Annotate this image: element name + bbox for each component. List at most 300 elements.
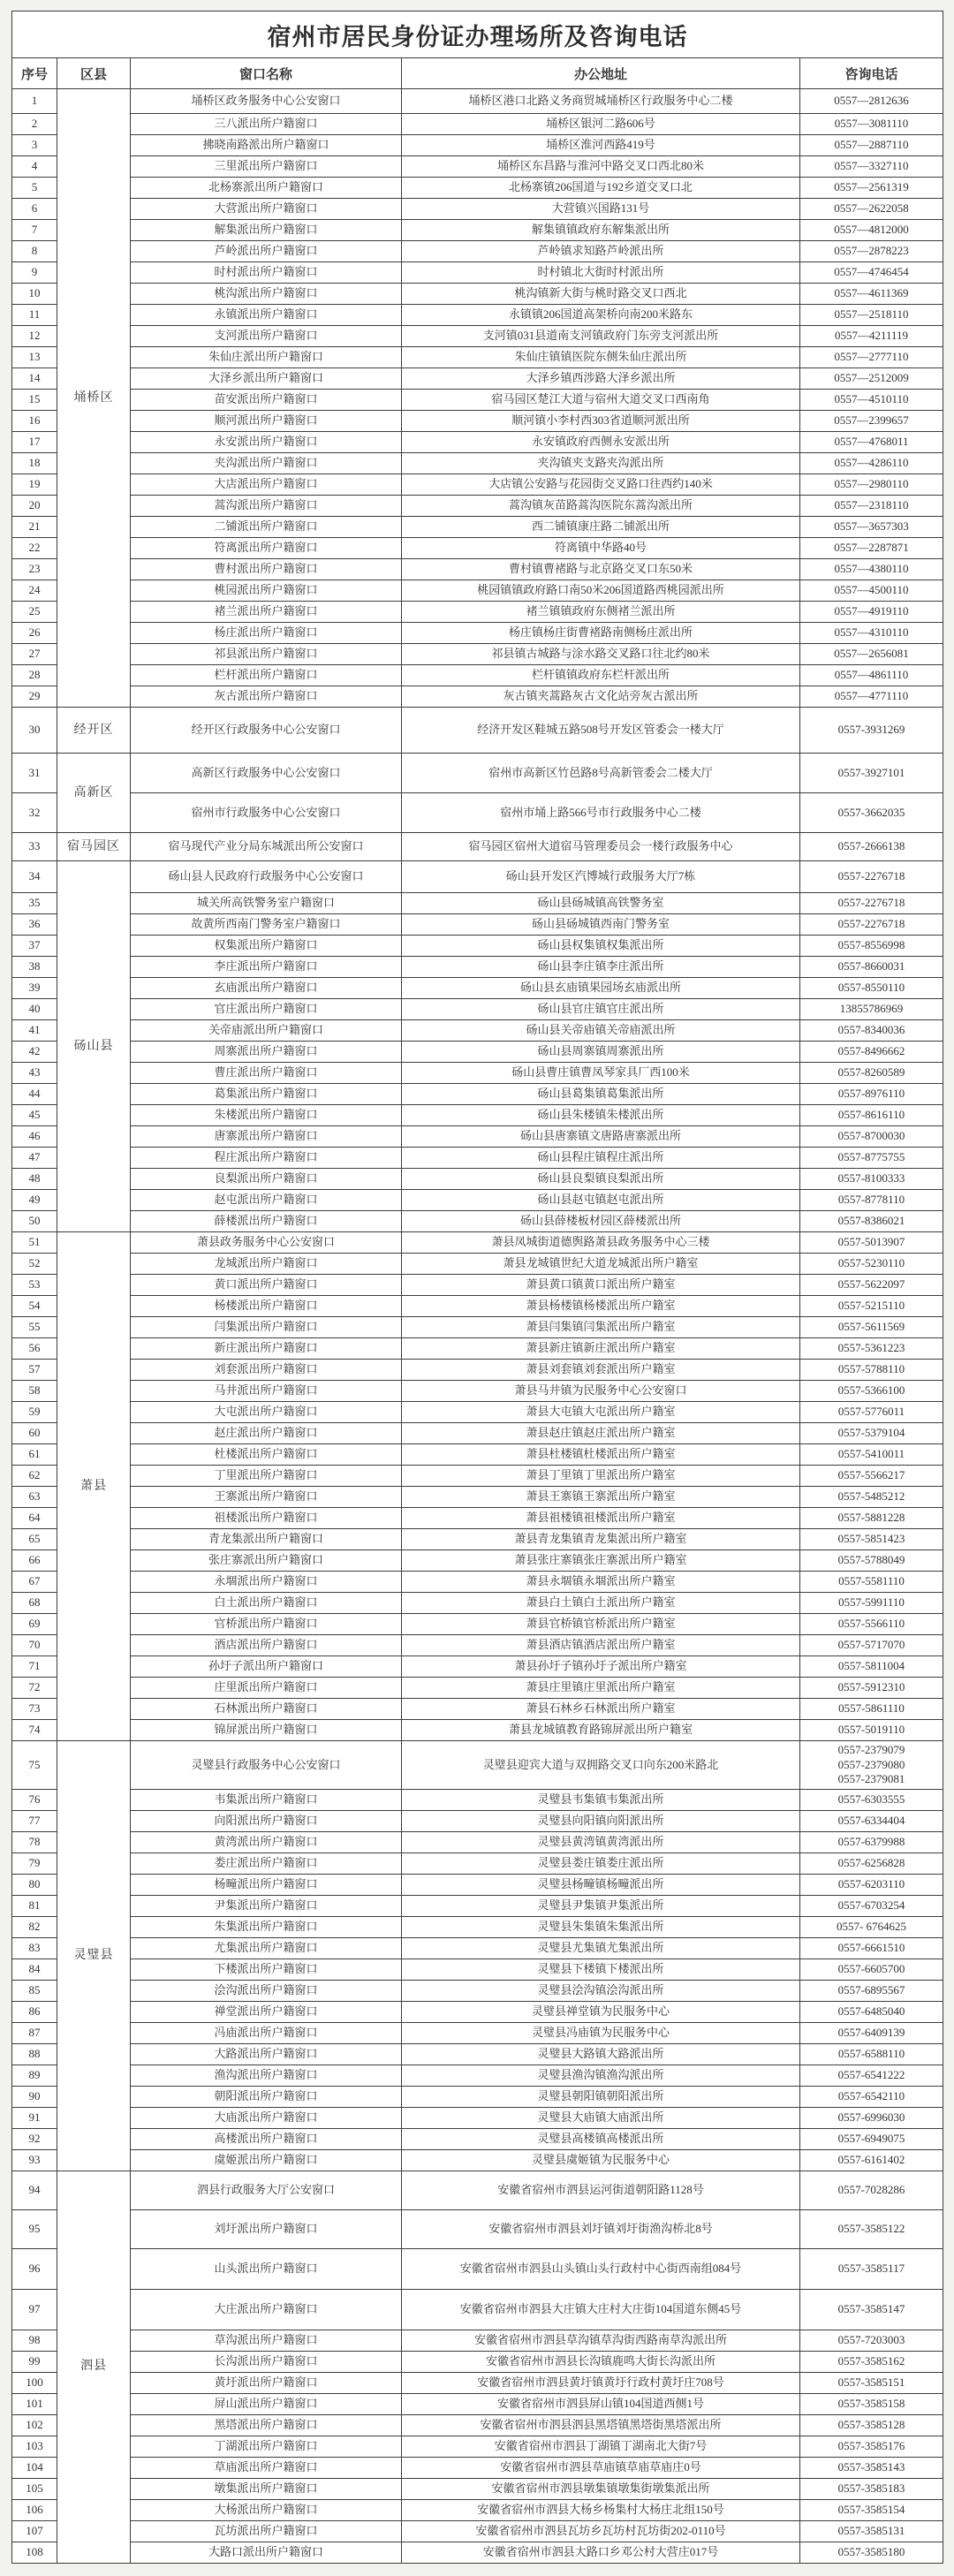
table-row bbox=[12, 1296, 943, 1317]
office-address-cell: 砀山县开发区汽博城行政服务大厅7栋 bbox=[402, 861, 800, 893]
phone-number: 0557-2666138 bbox=[837, 839, 905, 853]
office-address-cell: 灵璧县大路镇大路派出所 bbox=[402, 2043, 800, 2065]
phone-number: 0557-5013907 bbox=[837, 1235, 905, 1249]
phone-cell bbox=[800, 1232, 943, 1254]
phone-number: 0557-6588110 bbox=[837, 2047, 905, 2061]
window-name-cell: 向阳派出所户籍窗口 bbox=[131, 1810, 402, 1831]
table-row bbox=[12, 1959, 943, 1980]
row-number-cell: 45 bbox=[12, 1105, 57, 1126]
phone-cell bbox=[800, 496, 943, 517]
phone-number: 0557—2622058 bbox=[834, 201, 909, 216]
office-address-cell: 萧县赵庄镇赵庄派出所户籍室 bbox=[402, 1423, 800, 1444]
phone-number: 0557—2287871 bbox=[834, 541, 909, 555]
office-address-cell: 安徽省宿州市泗县泗县黑塔镇黑塔街黑塔派出所 bbox=[402, 2414, 800, 2436]
office-address-cell: 经济开发区鞋城五路508号开发区管委会一楼大厅 bbox=[402, 708, 800, 754]
row-number-cell: 34 bbox=[12, 861, 57, 893]
window-name-cell: 大路派出所户籍窗口 bbox=[131, 2043, 402, 2065]
office-address-cell: 灵璧县浍沟镇浍沟派出所 bbox=[402, 1980, 800, 2001]
phone-number: 0557-8976110 bbox=[837, 1087, 905, 1101]
office-address-cell: 萧县闫集镇闫集派出所户籍室 bbox=[402, 1317, 800, 1338]
row-number-cell: 105 bbox=[12, 2478, 57, 2499]
phone-number: 0557-5811004 bbox=[837, 1659, 905, 1673]
window-name-cell: 草沟派出所户籍窗口 bbox=[131, 2330, 402, 2351]
phone-number: 13855786969 bbox=[839, 1002, 904, 1016]
window-name-cell: 渔沟派出所户籍窗口 bbox=[131, 2065, 402, 2086]
office-address-cell: 砀山县权集镇权集派出所 bbox=[402, 936, 800, 957]
phone-cell bbox=[800, 453, 943, 474]
office-address-cell: 萧县官桥镇官桥派出所户籍室 bbox=[402, 1614, 800, 1635]
window-name-cell: 葛集派出所户籍窗口 bbox=[131, 1084, 402, 1105]
window-name-cell: 泗县行政服务大厅公安窗口 bbox=[131, 2171, 402, 2209]
window-name-cell: 唐寨派出所户籍窗口 bbox=[131, 1126, 402, 1148]
phone-cell bbox=[800, 1720, 943, 1741]
window-name-cell: 朝阳派出所户籍窗口 bbox=[131, 2086, 402, 2107]
phone-cell bbox=[800, 1296, 943, 1317]
phone-number: 0557-6379988 bbox=[837, 1835, 905, 1849]
phone-cell bbox=[800, 390, 943, 411]
phone-number: 0557-3585162 bbox=[837, 2354, 905, 2368]
table-row bbox=[12, 453, 943, 474]
window-name-cell: 大路口派出所户籍窗口 bbox=[131, 2542, 402, 2563]
window-name-cell: 官庄派出所户籍窗口 bbox=[131, 999, 402, 1020]
window-name-cell: 三里派出所户籍窗口 bbox=[131, 156, 402, 178]
phone-number: 0557-6256828 bbox=[837, 1856, 905, 1870]
phone-number: 0557-8778110 bbox=[837, 1193, 905, 1207]
office-address-cell: 砀山县朱楼镇朱楼派出所 bbox=[402, 1105, 800, 1126]
row-number-cell: 53 bbox=[12, 1275, 57, 1296]
row-number-cell: 86 bbox=[12, 2001, 57, 2022]
table-row bbox=[12, 1720, 943, 1741]
phone-cell bbox=[800, 2414, 943, 2436]
row-number-cell: 101 bbox=[12, 2393, 57, 2414]
phone-number: 0557—4771110 bbox=[834, 689, 909, 703]
office-address-cell: 萧县白土镇白土派出所户籍室 bbox=[402, 1593, 800, 1614]
phone-number: 0557-2276718 bbox=[837, 917, 905, 931]
phone-cell bbox=[800, 914, 943, 936]
window-name-cell: 下楼派出所户籍窗口 bbox=[131, 1959, 402, 1980]
phone-number: 0557-3585122 bbox=[837, 2222, 905, 2236]
office-address-cell: 安徽省宿州市泗县瓦坊乡瓦坊村瓦坊街202-0110号 bbox=[402, 2520, 800, 2542]
phone-cell bbox=[800, 2478, 943, 2499]
row-number-cell: 89 bbox=[12, 2065, 57, 2086]
phone-number: 0557—4380110 bbox=[834, 562, 909, 576]
table-row bbox=[12, 1084, 943, 1105]
office-address-cell: 灵璧县虞姬镇为民服务中心 bbox=[402, 2149, 800, 2171]
table-row bbox=[12, 1852, 943, 1874]
row-number-cell: 10 bbox=[12, 284, 57, 305]
table-row bbox=[12, 580, 943, 602]
table-row bbox=[12, 1381, 943, 1402]
office-address-cell: 永安镇政府西侧永安派出所 bbox=[402, 432, 800, 453]
phone-cell bbox=[800, 347, 943, 368]
row-number-cell: 22 bbox=[12, 538, 57, 559]
window-name-cell: 大庙派出所户籍窗口 bbox=[131, 2107, 402, 2128]
table-row bbox=[12, 1980, 943, 2001]
window-name-cell: 山头派出所户籍窗口 bbox=[131, 2248, 402, 2289]
phone-number: 0557-8386021 bbox=[837, 1214, 905, 1228]
phone-cell bbox=[800, 999, 943, 1020]
window-name-cell: 李庄派出所户籍窗口 bbox=[131, 957, 402, 978]
row-number-cell: 62 bbox=[12, 1466, 57, 1487]
office-address-cell: 萧县龙城镇世纪大道龙城派出所户籍室 bbox=[402, 1254, 800, 1275]
row-number-cell: 96 bbox=[12, 2248, 57, 2289]
table-row bbox=[12, 623, 943, 644]
window-name-cell: 故黄所西南门警务室户籍窗口 bbox=[131, 914, 402, 936]
table-row bbox=[12, 2351, 943, 2372]
table-row bbox=[12, 538, 943, 559]
office-address-cell: 大店镇公安路与花园街交叉路口往西约140米 bbox=[402, 474, 800, 496]
phone-cell bbox=[800, 1937, 943, 1959]
window-name-cell: 长沟派出所户籍窗口 bbox=[131, 2351, 402, 2372]
col-header-county: 区县 bbox=[57, 58, 131, 89]
window-name-cell: 关帝庙派出所户籍窗口 bbox=[131, 1020, 402, 1042]
phone-number: 0557-3927101 bbox=[837, 765, 905, 779]
table-row bbox=[12, 2107, 943, 2128]
row-number-cell: 74 bbox=[12, 1720, 57, 1741]
table-row bbox=[12, 1402, 943, 1423]
row-number-cell: 6 bbox=[12, 199, 57, 220]
phone-cell bbox=[800, 2086, 943, 2107]
table-header-row bbox=[12, 58, 943, 89]
row-number-cell: 72 bbox=[12, 1678, 57, 1699]
window-name-cell: 官桥派出所户籍窗口 bbox=[131, 1614, 402, 1635]
table-row bbox=[12, 1423, 943, 1444]
table-row bbox=[12, 1916, 943, 1937]
phone-cell bbox=[800, 1895, 943, 1916]
phone-cell bbox=[800, 1699, 943, 1720]
window-name-cell: 时村派出所户籍窗口 bbox=[131, 262, 402, 284]
row-number-cell: 49 bbox=[12, 1190, 57, 1211]
window-name-cell: 杜楼派出所户籍窗口 bbox=[131, 1444, 402, 1466]
phone-number: 0557—3327110 bbox=[834, 159, 909, 173]
window-name-cell: 解集派出所户籍窗口 bbox=[131, 220, 402, 241]
row-number-cell: 58 bbox=[12, 1381, 57, 1402]
phone-cell bbox=[800, 1254, 943, 1275]
table-row bbox=[12, 2289, 943, 2330]
table-row bbox=[12, 368, 943, 390]
table-row bbox=[12, 893, 943, 914]
window-name-cell: 草庙派出所户籍窗口 bbox=[131, 2457, 402, 2478]
window-name-cell: 娄庄派出所户籍窗口 bbox=[131, 1852, 402, 1874]
office-address-cell: 灵璧县朝阳镇朝阳派出所 bbox=[402, 2086, 800, 2107]
window-name-cell: 大屯派出所户籍窗口 bbox=[131, 1402, 402, 1423]
table-row bbox=[12, 686, 943, 708]
table-row bbox=[12, 2209, 943, 2248]
phone-number: 0557—4286110 bbox=[834, 456, 909, 470]
phone-number: 0557—2561319 bbox=[834, 180, 909, 194]
row-number-cell: 47 bbox=[12, 1148, 57, 1169]
row-number-cell: 102 bbox=[12, 2414, 57, 2436]
row-number-cell: 51 bbox=[12, 1232, 57, 1254]
phone-cell bbox=[800, 833, 943, 861]
office-address-cell: 萧县祖楼镇祖楼派出所户籍室 bbox=[402, 1508, 800, 1529]
office-address-cell: 安徽省宿州市泗县长沟镇鹿鸣大街长沟派出所 bbox=[402, 2351, 800, 2372]
county-cell: 灵璧县 bbox=[57, 1741, 131, 2171]
phone-cell bbox=[800, 793, 943, 833]
phone-cell bbox=[800, 1593, 943, 1614]
office-address-cell: 灰古镇夹蒿路灰古文化站旁灰古派出所 bbox=[402, 686, 800, 708]
window-name-cell: 灰古派出所户籍窗口 bbox=[131, 686, 402, 708]
window-name-cell: 丁里派出所户籍窗口 bbox=[131, 1466, 402, 1487]
phone-number: 0557—4510110 bbox=[834, 392, 909, 406]
phone-number: 0557-5230110 bbox=[837, 1256, 905, 1270]
table-row bbox=[12, 241, 943, 262]
table-row bbox=[12, 1338, 943, 1360]
phone-cell bbox=[800, 432, 943, 453]
row-number-cell: 39 bbox=[12, 978, 57, 999]
window-name-cell: 新庄派出所户籍窗口 bbox=[131, 1338, 402, 1360]
office-address-cell: 萧县新庄镇新庄派出所户籍室 bbox=[402, 1338, 800, 1360]
row-number-cell: 84 bbox=[12, 1959, 57, 1980]
office-address-cell: 埇桥区东昌路与淮河中路交叉口西北80米 bbox=[402, 156, 800, 178]
phone-number: 0557-8100333 bbox=[837, 1171, 905, 1186]
col-header-office-address: 办公地址 bbox=[402, 58, 800, 89]
table-row bbox=[12, 754, 943, 793]
table-row bbox=[12, 1635, 943, 1656]
phone-number: 0557-8660031 bbox=[837, 959, 905, 974]
phone-number: 0557-5410011 bbox=[837, 1447, 905, 1461]
table-row bbox=[12, 1937, 943, 1959]
phone-cell bbox=[800, 156, 943, 178]
office-address-cell: 永镇镇206国道高架桥向南200米路东 bbox=[402, 305, 800, 326]
phone-cell bbox=[800, 1980, 943, 2001]
row-number-cell: 77 bbox=[12, 1810, 57, 1831]
table-row bbox=[12, 1466, 943, 1487]
phone-number: 0557-3585180 bbox=[837, 2545, 905, 2559]
table-row bbox=[12, 1275, 943, 1296]
phone-number: 0557—2777110 bbox=[834, 350, 909, 364]
table-row bbox=[12, 1169, 943, 1190]
row-number-cell: 60 bbox=[12, 1423, 57, 1444]
window-name-cell: 埇桥区政务服务中心公安窗口 bbox=[131, 89, 402, 114]
phone-cell bbox=[800, 2499, 943, 2520]
table-row bbox=[12, 2542, 943, 2563]
window-name-cell: 桃沟派出所户籍窗口 bbox=[131, 284, 402, 305]
window-name-cell: 酒店派出所户籍窗口 bbox=[131, 1635, 402, 1656]
table-row bbox=[12, 517, 943, 538]
office-address-cell: 安徽省宿州市泗县草沟镇草沟街西路南草沟派出所 bbox=[402, 2330, 800, 2351]
table-row bbox=[12, 1148, 943, 1169]
phone-cell bbox=[800, 1211, 943, 1232]
office-address-cell: 砀山县曹庄镇曹凤琴家具厂西100米 bbox=[402, 1063, 800, 1084]
phone-number: 0557-6303555 bbox=[837, 1792, 905, 1807]
county-cell: 萧县 bbox=[57, 1232, 131, 1741]
table-row bbox=[12, 999, 943, 1020]
table-row bbox=[12, 1444, 943, 1466]
phone-number: 0557-5019110 bbox=[837, 1723, 905, 1737]
phone-cell bbox=[800, 1360, 943, 1381]
phone-cell bbox=[800, 199, 943, 220]
window-name-cell: 马井派出所户籍窗口 bbox=[131, 1381, 402, 1402]
phone-number: 0557-5622097 bbox=[837, 1277, 905, 1292]
phone-cell bbox=[800, 2001, 943, 2022]
office-address-cell: 芦岭镇求知路芦岭派出所 bbox=[402, 241, 800, 262]
phone-cell bbox=[800, 1338, 943, 1360]
phone-cell bbox=[800, 1614, 943, 1635]
table-row bbox=[12, 1105, 943, 1126]
office-address-cell: 安徽省宿州市泗县草庙镇草庙草庙庄0号 bbox=[402, 2457, 800, 2478]
row-number-cell: 1 bbox=[12, 89, 57, 114]
phone-cell bbox=[800, 708, 943, 754]
office-address-cell: 萧县凤城街道德舆路萧县政务服务中心三楼 bbox=[402, 1232, 800, 1254]
row-number-cell: 50 bbox=[12, 1211, 57, 1232]
row-number-cell: 13 bbox=[12, 347, 57, 368]
phone-number: 0557-3585151 bbox=[837, 2375, 905, 2390]
row-number-cell: 79 bbox=[12, 1852, 57, 1874]
window-name-cell: 宿马现代产业分局东城派出所公安窗口 bbox=[131, 833, 402, 861]
window-name-cell: 王寨派出所户籍窗口 bbox=[131, 1487, 402, 1508]
phone-number: 0557- 6764625 bbox=[836, 1920, 907, 1934]
row-number-cell: 16 bbox=[12, 411, 57, 432]
table-row bbox=[12, 602, 943, 623]
table-row bbox=[12, 2499, 943, 2520]
phone-cell bbox=[800, 2542, 943, 2563]
window-name-cell: 高楼派出所户籍窗口 bbox=[131, 2128, 402, 2149]
row-number-cell: 68 bbox=[12, 1593, 57, 1614]
office-address-cell: 砀山县程庄镇程庄派出所 bbox=[402, 1148, 800, 1169]
phone-number: 0557-2379081 bbox=[837, 1772, 905, 1786]
row-number-cell: 19 bbox=[12, 474, 57, 496]
window-name-cell: 周寨派出所户籍窗口 bbox=[131, 1042, 402, 1063]
phone-cell bbox=[800, 1852, 943, 1874]
row-number-cell: 67 bbox=[12, 1572, 57, 1593]
table-row bbox=[12, 411, 943, 432]
office-address-cell: 灵璧县尤集镇尤集派出所 bbox=[402, 1937, 800, 1959]
phone-cell bbox=[800, 1423, 943, 1444]
office-address-cell: 砀山县周寨镇周寨派出所 bbox=[402, 1042, 800, 1063]
phone-number: 0557-6605700 bbox=[837, 1962, 905, 1976]
row-number-cell: 8 bbox=[12, 241, 57, 262]
office-address-cell: 砀山县良梨镇良梨派出所 bbox=[402, 1169, 800, 1190]
row-number-cell: 24 bbox=[12, 580, 57, 602]
phone-cell bbox=[800, 241, 943, 262]
window-name-cell: 刘圩派出所户籍窗口 bbox=[131, 2209, 402, 2248]
office-address-cell: 杨庄镇杨庄街曹褚路南侧杨庄派出所 bbox=[402, 623, 800, 644]
window-name-cell: 黄圩派出所户籍窗口 bbox=[131, 2372, 402, 2393]
table-row bbox=[12, 89, 943, 114]
row-number-cell: 48 bbox=[12, 1169, 57, 1190]
table-row bbox=[12, 1487, 943, 1508]
phone-cell bbox=[800, 1402, 943, 1423]
table-row bbox=[12, 1593, 943, 1614]
phone-number: 0557-3585131 bbox=[837, 2524, 905, 2538]
phone-number: 0557-8556998 bbox=[837, 938, 905, 952]
window-name-cell: 良梨派出所户籍窗口 bbox=[131, 1169, 402, 1190]
row-number-cell: 41 bbox=[12, 1020, 57, 1042]
phone-cell bbox=[800, 2171, 943, 2209]
phone-number: 0557-5776011 bbox=[837, 1405, 905, 1419]
office-address-cell: 朱仙庄镇镇医院东侧朱仙庄派出所 bbox=[402, 347, 800, 368]
window-name-cell: 大营派出所户籍窗口 bbox=[131, 199, 402, 220]
table-row bbox=[12, 793, 943, 833]
row-number-cell: 31 bbox=[12, 754, 57, 793]
window-name-cell: 黄口派出所户籍窗口 bbox=[131, 1275, 402, 1296]
row-number-cell: 4 bbox=[12, 156, 57, 178]
phone-cell bbox=[800, 305, 943, 326]
phone-number: 0557-8616110 bbox=[837, 1108, 905, 1122]
phone-number: 0557-5717070 bbox=[837, 1638, 905, 1652]
row-number-cell: 15 bbox=[12, 390, 57, 411]
office-address-cell: 灵璧县向阳镇向阳派出所 bbox=[402, 1810, 800, 1831]
row-number-cell: 40 bbox=[12, 999, 57, 1020]
row-number-cell: 27 bbox=[12, 644, 57, 665]
window-name-cell: 墩集派出所户籍窗口 bbox=[131, 2478, 402, 2499]
office-address-cell: 宿州市高新区竹邑路8号高新管委会二楼大厅 bbox=[402, 754, 800, 793]
title-row bbox=[12, 11, 943, 58]
office-address-cell: 萧县孙圩子镇孙圩子派出所户籍室 bbox=[402, 1656, 800, 1678]
phone-number: 0557-5581110 bbox=[838, 1574, 905, 1588]
table-row bbox=[12, 220, 943, 241]
phone-cell bbox=[800, 2043, 943, 2065]
row-number-cell: 91 bbox=[12, 2107, 57, 2128]
phone-cell bbox=[800, 1466, 943, 1487]
phone-cell bbox=[800, 1572, 943, 1593]
phone-cell bbox=[800, 1550, 943, 1572]
phone-number: 0557-3585154 bbox=[837, 2503, 905, 2517]
row-number-cell: 42 bbox=[12, 1042, 57, 1063]
page-title: 宿州市居民身份证办理场所及咨询电话 bbox=[12, 11, 943, 58]
window-name-cell: 芦岭派出所户籍窗口 bbox=[131, 241, 402, 262]
office-address-cell: 萧县刘套镇刘套派出所户籍室 bbox=[402, 1360, 800, 1381]
table-row bbox=[12, 390, 943, 411]
table-row bbox=[12, 1317, 943, 1338]
row-number-cell: 108 bbox=[12, 2542, 57, 2563]
office-address-cell: 支河镇031县道南支河镇政府门东旁支河派出所 bbox=[402, 326, 800, 347]
table-row bbox=[12, 1614, 943, 1635]
office-address-cell: 萧县王寨镇王寨派出所户籍室 bbox=[402, 1487, 800, 1508]
phone-cell bbox=[800, 2022, 943, 2043]
table-row bbox=[12, 665, 943, 686]
row-number-cell: 82 bbox=[12, 1916, 57, 1937]
window-name-cell: 张庄寨派出所户籍窗口 bbox=[131, 1550, 402, 1572]
row-number-cell: 73 bbox=[12, 1699, 57, 1720]
table-row bbox=[12, 114, 943, 135]
table-row bbox=[12, 2128, 943, 2149]
window-name-cell: 苗安派出所户籍窗口 bbox=[131, 390, 402, 411]
row-number-cell: 69 bbox=[12, 1614, 57, 1635]
phone-number: 0557-8260589 bbox=[837, 1065, 905, 1080]
row-number-cell: 38 bbox=[12, 957, 57, 978]
row-number-cell: 37 bbox=[12, 936, 57, 957]
office-address-cell: 安徽省宿州市泗县运河街道朝阳路1128号 bbox=[402, 2171, 800, 2209]
office-address-cell: 灵璧县冯庙镇为民服务中心 bbox=[402, 2022, 800, 2043]
phone-cell bbox=[800, 665, 943, 686]
table-row bbox=[12, 305, 943, 326]
table-row bbox=[12, 1529, 943, 1550]
phone-number: 0557-6541222 bbox=[837, 2068, 905, 2082]
office-address-cell: 砀山县官庄镇官庄派出所 bbox=[402, 999, 800, 1020]
row-number-cell: 75 bbox=[12, 1741, 57, 1790]
phone-number: 0557—2399657 bbox=[834, 413, 909, 428]
table-row bbox=[12, 2022, 943, 2043]
window-name-cell: 禅堂派出所户籍窗口 bbox=[131, 2001, 402, 2022]
phone-number: 0557-5881228 bbox=[837, 1511, 905, 1525]
office-address-cell: 西二铺镇康庄路二铺派出所 bbox=[402, 517, 800, 538]
window-name-cell: 北杨寨派出所户籍窗口 bbox=[131, 178, 402, 199]
phone-cell bbox=[800, 2457, 943, 2478]
phone-number: 0557—4861110 bbox=[834, 668, 909, 682]
phone-cell bbox=[800, 1810, 943, 1831]
phone-cell bbox=[800, 623, 943, 644]
county-cell: 高新区 bbox=[57, 754, 131, 833]
table-row bbox=[12, 2393, 943, 2414]
office-address-cell: 安徽省宿州市泗县刘圩镇刘圩街渔沟桥北8号 bbox=[402, 2209, 800, 2248]
row-number-cell: 57 bbox=[12, 1360, 57, 1381]
table-row bbox=[12, 861, 943, 893]
phone-cell bbox=[800, 1020, 943, 1042]
phone-cell bbox=[800, 114, 943, 135]
window-name-cell: 城关所高铁警务室户籍窗口 bbox=[131, 893, 402, 914]
